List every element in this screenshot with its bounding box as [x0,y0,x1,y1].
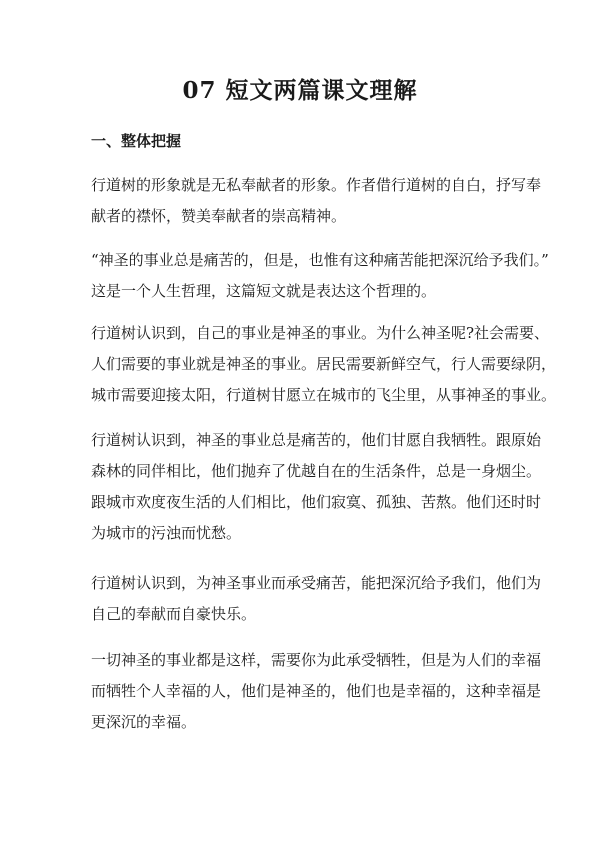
section-heading: 一、整体把握 [91,132,182,150]
paragraph-line: 更深沉的幸福。 [91,713,197,731]
paragraph-2 [91,245,549,307]
paragraph-1 [91,170,542,232]
paragraph-line: 献者的襟怀，赞美奉献者的崇高精神。 [91,207,347,225]
paragraph-line: 跟城市欢度夜生活的人们相比，他们寂寞、孤独、苦熬。他们还时时 [91,493,542,511]
paragraph-line: 行道树认识到，为神圣事业而承受痛苦，能把深沉给予我们，他们为 [91,574,542,592]
paragraph-line: 为城市的污浊而忧愁。 [91,524,242,542]
paragraph-line: “神圣的事业总是痛苦的，但是，也惟有这种痛苦能把深沉给予我们。” [91,251,549,269]
paragraph-line: 森林的同伴相比，他们抛弃了优越自在的生活条件，总是一身烟尘。 [91,462,542,480]
paragraph-5 [91,568,542,630]
paragraph-line: 自己的奉献而自豪快乐。 [91,605,257,623]
paragraph-line: 行道树的形象就是无私奉献者的形象。作者借行道树的自白，抒写奉 [91,176,542,194]
page-title: 07 短文两篇课文理解 [182,77,418,104]
paragraph-line: 一切神圣的事业都是这样，需要你为此承受牺牲，但是为人们的幸福 [91,651,542,669]
paragraph-4 [91,425,542,549]
paragraph-line: 人们需要的事业就是神圣的事业。居民需要新鲜空气，行人需要绿阴， [91,355,557,373]
paragraph-line: 而牺牲个人幸福的人，他们是神圣的，他们也是幸福的，这种幸福是 [91,682,542,700]
paragraph-line: 行道树认识到，自己的事业是神圣的事业。为什么神圣呢?社会需要、 [91,324,550,342]
paragraph-line: 行道树认识到，神圣的事业总是痛苦的，他们甘愿自我牺牲。跟原始 [91,431,542,449]
paragraph-line: 这是一个人生哲理，这篇短文就是表达这个哲理的。 [91,282,437,300]
paragraph-3 [91,318,557,411]
paragraph-6 [91,645,542,738]
paragraph-line: 城市需要迎接太阳，行道树甘愿立在城市的飞尘里，从事神圣的事业。 [91,386,557,404]
